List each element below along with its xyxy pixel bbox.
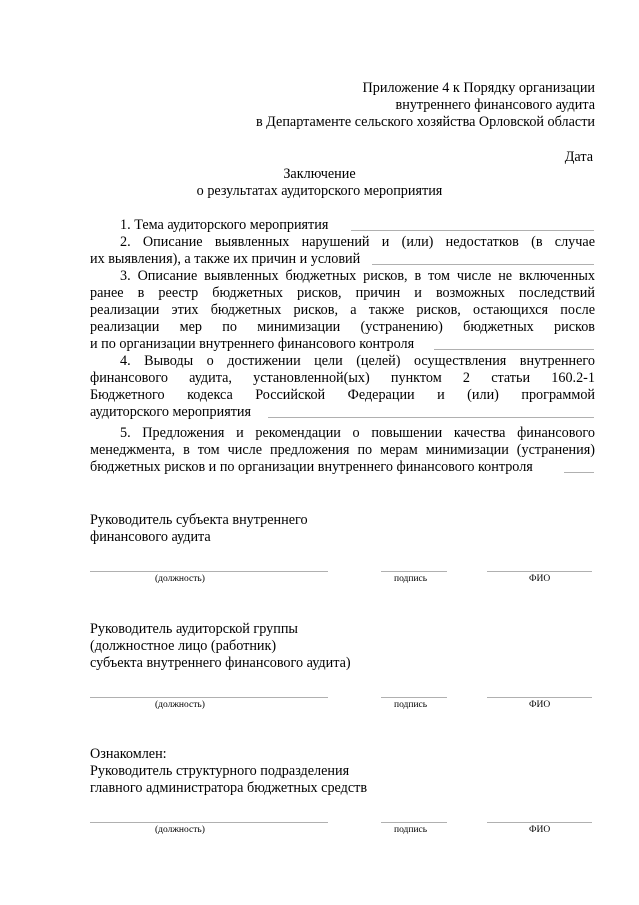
signature-field-1[interactable] [381, 571, 447, 572]
name-caption-1: ФИО [529, 574, 551, 584]
item-4-fill-line [268, 417, 594, 418]
item-1-fill-line [351, 230, 594, 231]
header-line-2: внутреннего финансового аудита [395, 97, 595, 113]
item-3-line-3: реализации этих бюджетных рисков, а также рисков, остающихся после [90, 302, 595, 318]
position-field-1[interactable] [90, 571, 328, 572]
signature-caption-3: подпись [394, 825, 428, 835]
signature-caption-1: подпись [394, 574, 428, 584]
position-field-2[interactable] [90, 697, 328, 698]
item-2-line-1: 2. Описание выявленных нарушений и (или) недостатков (в случае [120, 234, 595, 250]
item-5-line-3: бюджетных рисков и по организации внутреннего финансового контроля [90, 459, 533, 475]
position-caption-2: (должность) [155, 700, 205, 710]
item-5-line-2: менеджмента, в том числе предложения по мерам минимизации (устранения) [90, 442, 595, 458]
item-1-text: 1. Тема аудиторского мероприятия [120, 217, 329, 233]
name-field-3[interactable] [487, 822, 592, 823]
item-4-line-4: аудиторского мероприятия [90, 404, 252, 420]
document-title: Заключение [283, 166, 356, 182]
header-line-1: Приложение 4 к Порядку организации [362, 80, 595, 96]
item-4-line-1: 4. Выводы о достижении цели (целей) осуществления внутреннего [120, 353, 595, 369]
signature-block-3-line-1: Ознакомлен: [90, 746, 167, 762]
item-2-fill-line [372, 264, 594, 265]
document-subtitle: о результатах аудиторского мероприятия [196, 183, 443, 199]
signature-field-2[interactable] [381, 697, 447, 698]
item-3-line-2: ранее в реестр бюджетных рисков, причин и возможных последствий [90, 285, 595, 301]
item-3-line-4: реализации мер по минимизации (устранению) бюджетных рисков [90, 319, 595, 335]
signature-block-3-line-3: главного администратора бюджетных средств [90, 780, 368, 796]
signature-block-3-line-2: Руководитель структурного подразделения [90, 763, 350, 779]
header-line-3: в Департаменте сельского хозяйства Орловской области [255, 114, 595, 130]
item-4-line-2: финансового аудита, установленной(ых) пунктом 2 статьи 160.2-1 [90, 370, 595, 386]
signature-caption-2: подпись [394, 700, 428, 710]
date-label: Дата [564, 149, 593, 165]
item-4-line-3: Бюджетного кодекса Российской Федерации и (или) программой [90, 387, 595, 403]
item-3-fill-line [434, 349, 594, 350]
item-5-fill-line [564, 472, 594, 473]
signature-block-1-line-2: финансового аудита [90, 529, 211, 545]
position-caption-3: (должность) [155, 825, 205, 835]
item-2-line-2: их выявления), а также их причин и условий [90, 251, 361, 267]
position-caption-1: (должность) [155, 574, 205, 584]
signature-field-3[interactable] [381, 822, 447, 823]
name-field-1[interactable] [487, 571, 592, 572]
item-3-line-5: и по организации внутреннего финансового контроля [90, 336, 415, 352]
signature-block-2-line-1: Руководитель аудиторской группы [90, 621, 298, 637]
item-3-line-1: 3. Описание выявленных бюджетных рисков, в том числе не включенных [120, 268, 595, 284]
name-caption-2: ФИО [529, 700, 551, 710]
signature-block-1-line-1: Руководитель субъекта внутреннего [90, 512, 308, 528]
signature-block-2-line-2: (должностное лицо (работник) [90, 638, 277, 654]
signature-block-2-line-3: субъекта внутреннего финансового аудита) [90, 655, 351, 671]
item-5-line-1: 5. Предложения и рекомендации о повышении качества финансового [120, 425, 595, 441]
name-field-2[interactable] [487, 697, 592, 698]
position-field-3[interactable] [90, 822, 328, 823]
name-caption-3: ФИО [529, 825, 551, 835]
